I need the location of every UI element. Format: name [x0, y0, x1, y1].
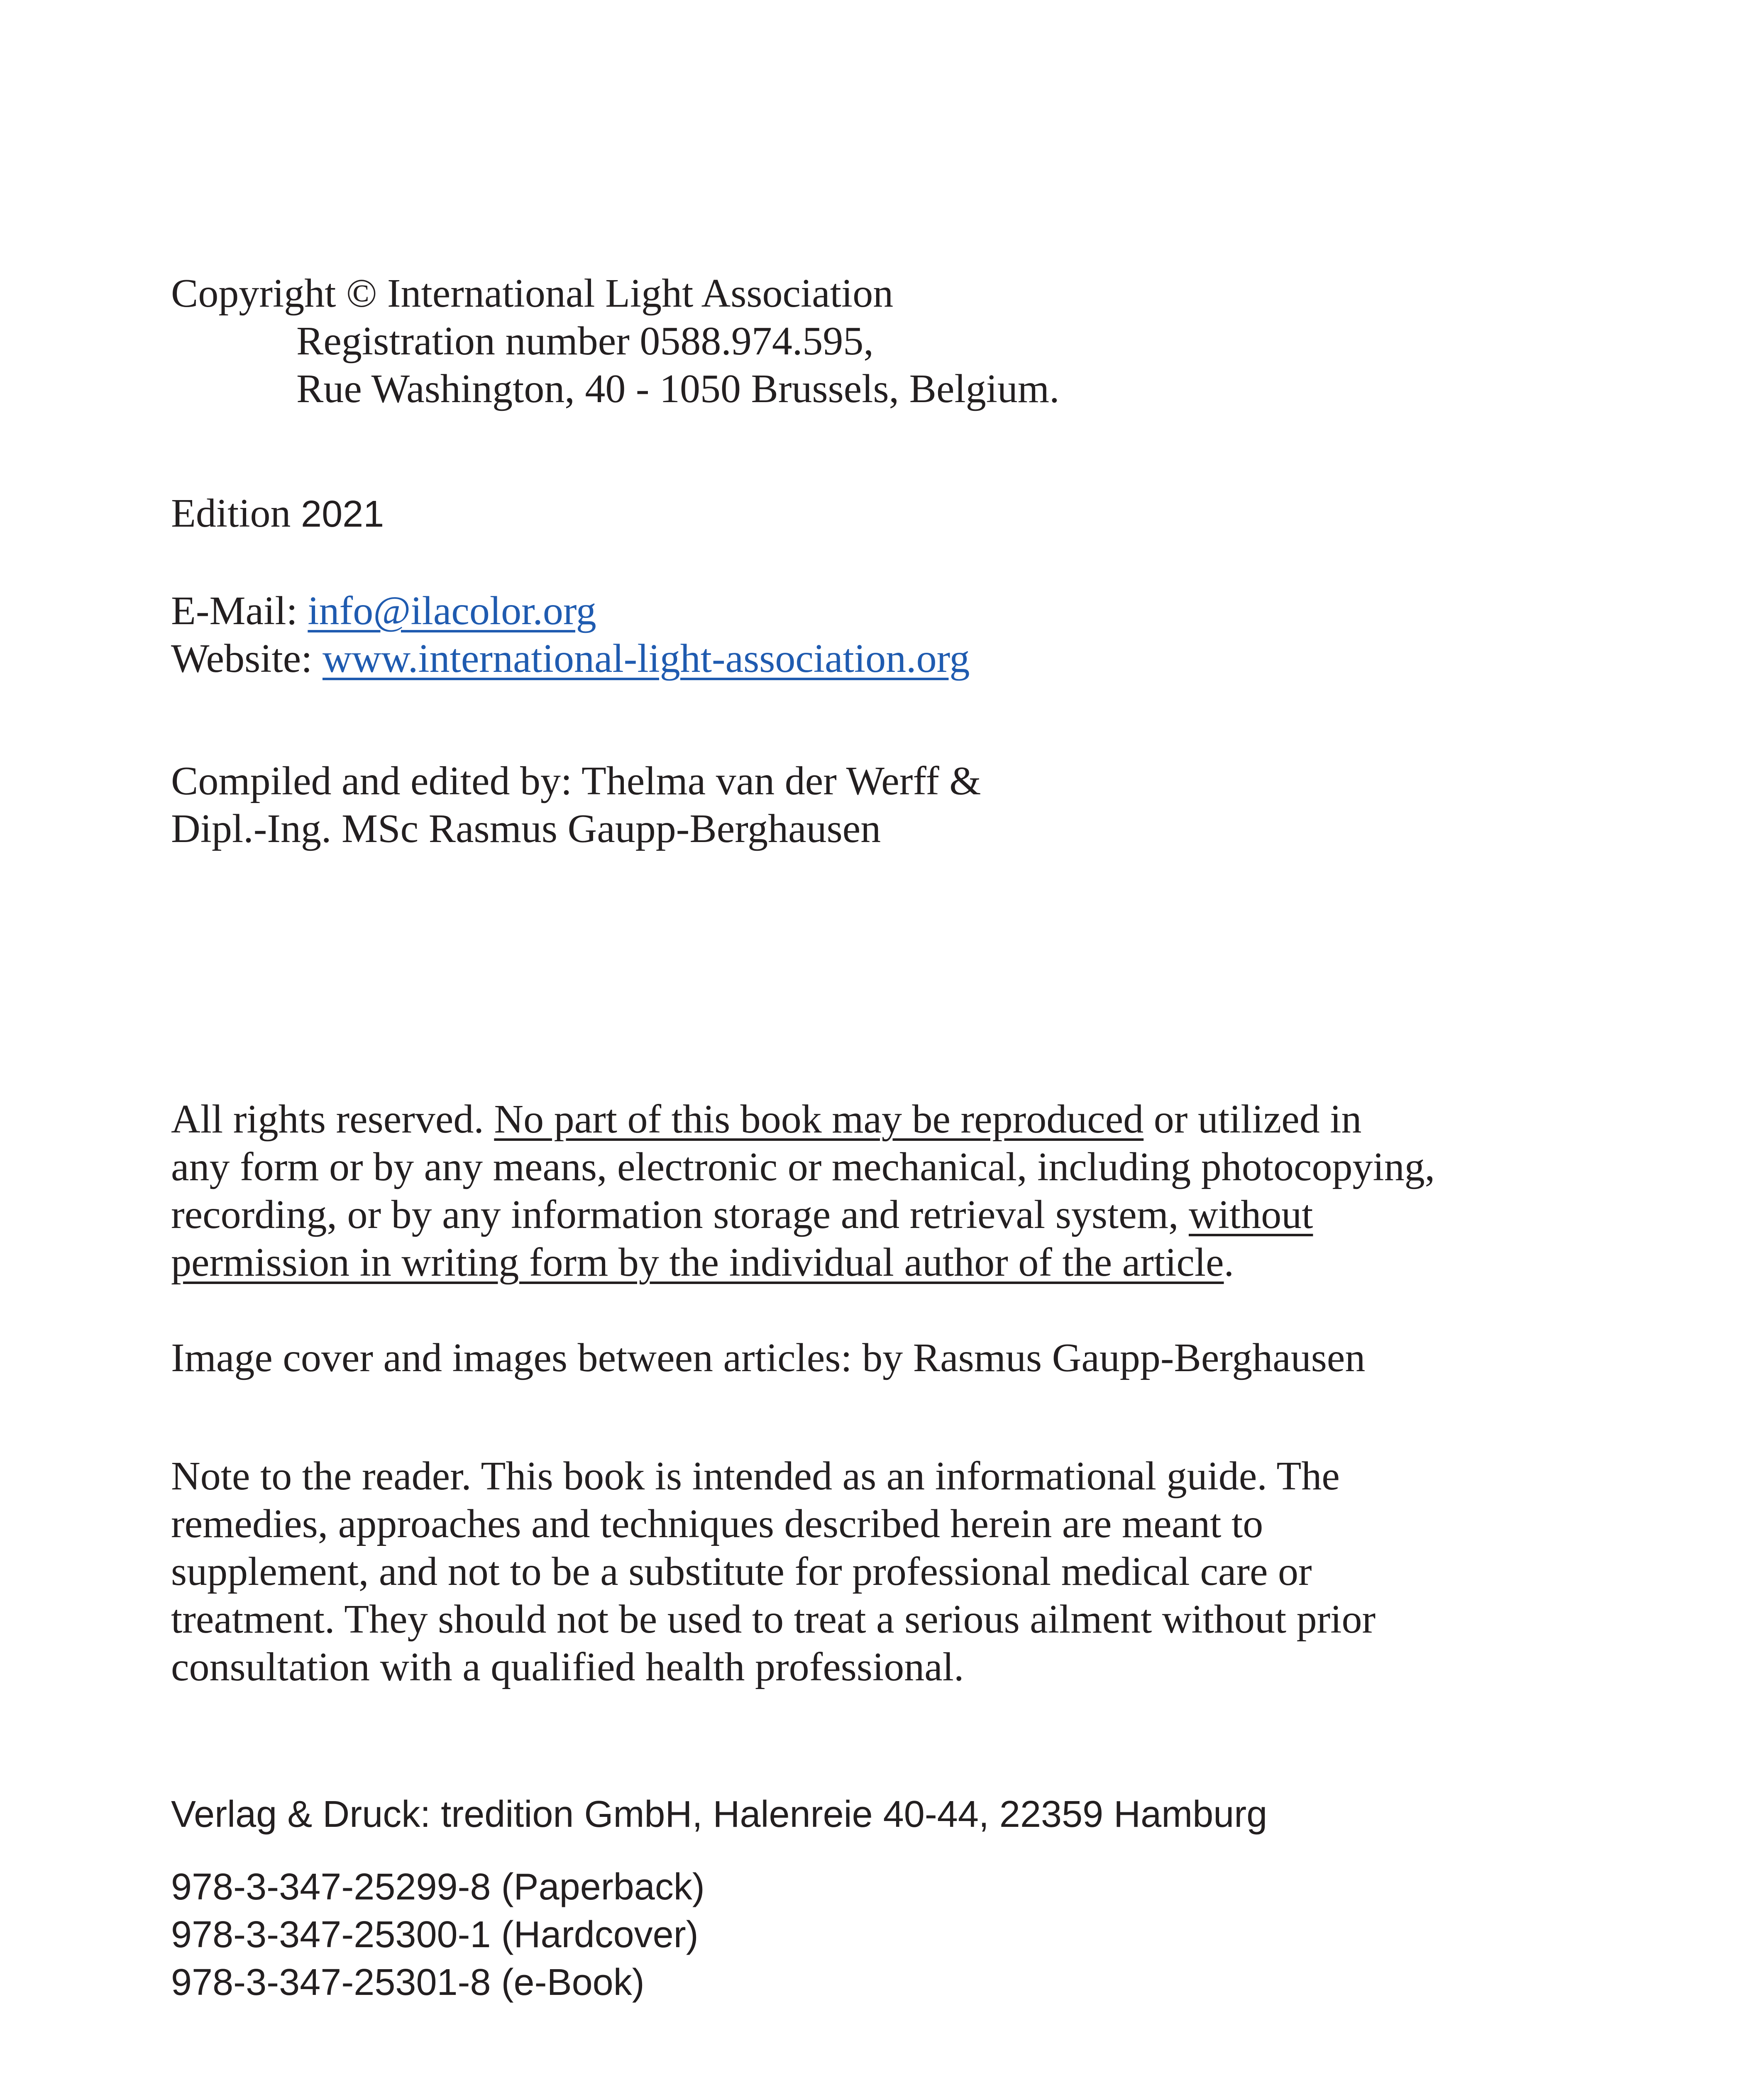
rights-text: All rights reserved. [171, 1097, 494, 1142]
rights-line [171, 1191, 1435, 1239]
isbn-hardcover: 978-3-347-25300-1 (Hardcover) [171, 1914, 699, 1955]
image-credit: Image cover and images between articles: by Rasmus Gaupp-Berghausen [171, 1335, 1366, 1380]
address: Rue Washington, 40 - 1050 Brussels, Belgium. [296, 366, 1060, 411]
rights-underlined: permission in writing form by the individual author of the article [171, 1240, 1224, 1285]
website-row [171, 635, 970, 683]
isbn-paperback: 978-3-347-25299-8 (Paperback) [171, 1866, 705, 1908]
registration-number: Registration number 0588.974.595, [296, 319, 874, 364]
copyright-block [171, 270, 1060, 413]
rights-text: or utilized in [1143, 1097, 1362, 1142]
publisher: Verlag & Druck: tredition GmbH, Halenreie 40-44, 22359 Hamburg [171, 1794, 1268, 1835]
rights-underlined: without [1188, 1192, 1313, 1237]
email-label: E-Mail: [171, 588, 308, 633]
note-line: remedies, approaches and techniques described herein are meant to [171, 1501, 1263, 1546]
rights-line [171, 1096, 1435, 1143]
compiled-line: Dipl.-Ing. MSc Rasmus Gaupp-Berghausen [171, 806, 881, 851]
website-label: Website: [171, 636, 323, 681]
copyright-line: Copyright © International Light Association [171, 271, 894, 316]
note-line: supplement, and not to be a substitute for professional medical care or [171, 1549, 1312, 1594]
contact-block [171, 587, 970, 683]
edition [171, 490, 384, 538]
rights-line [171, 1239, 1435, 1286]
email-link[interactable]: info@ilacolor.org [308, 588, 596, 633]
website-link[interactable]: www.international-light-association.org [322, 636, 970, 681]
rights-notice [171, 1096, 1435, 1286]
edition-label: Edition [171, 491, 301, 536]
rights-text: . [1224, 1240, 1234, 1285]
note-line: consultation with a qualified health professional. [171, 1645, 964, 1689]
rights-line: any form or by any means, electronic or mechanical, including photocopying, [171, 1145, 1435, 1189]
rights-underlined: No part of this book may be reproduced [494, 1097, 1144, 1142]
compiled-block [171, 757, 981, 853]
isbn-list [171, 1863, 705, 2007]
edition-year: 2021 [301, 493, 384, 535]
reader-note [171, 1452, 1376, 1691]
note-line: treatment. They should not be used to treat a serious ailment without prior [171, 1597, 1376, 1642]
email-row [171, 587, 970, 635]
rights-text: recording, or by any information storage and retrieval system, [171, 1192, 1189, 1237]
note-line: Note to the reader. This book is intended as an informational guide. The [171, 1454, 1340, 1499]
compiled-line: Compiled and edited by: Thelma van der Werff & [171, 759, 981, 803]
isbn-ebook: 978-3-347-25301-8 (e-Book) [171, 1962, 645, 2003]
